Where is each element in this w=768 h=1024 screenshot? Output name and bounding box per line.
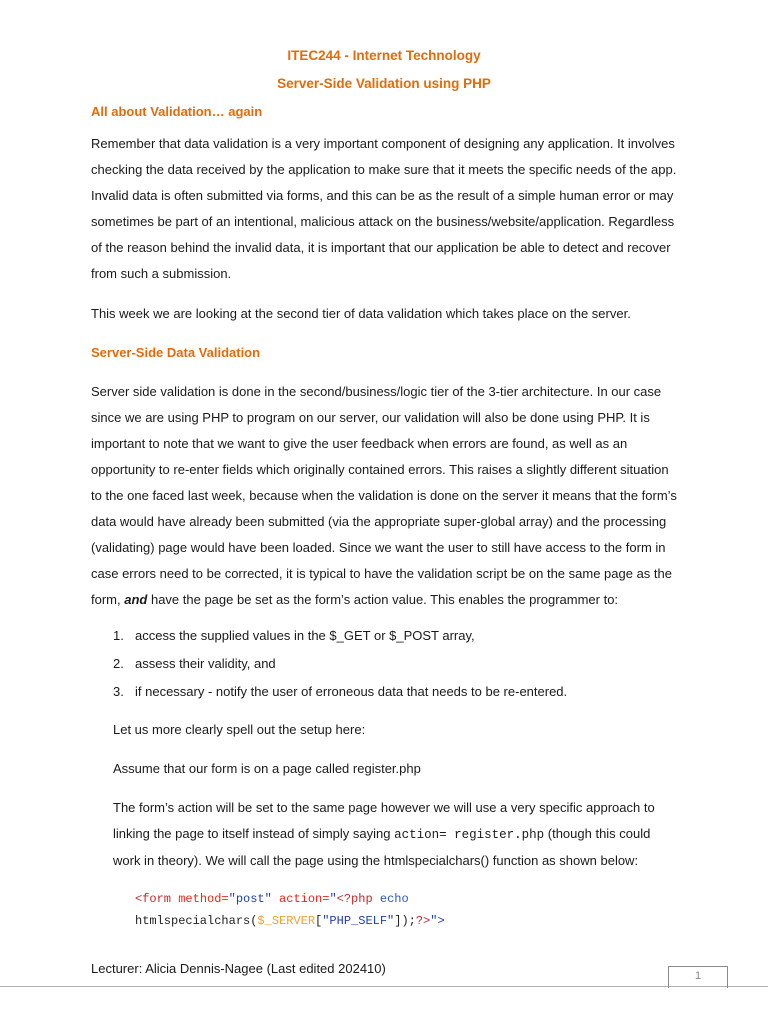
server-side-paragraph bbox=[91, 379, 681, 613]
steps-list bbox=[113, 627, 673, 711]
list-text: access the supplied values in the $_GET or $_POST array, bbox=[135, 628, 475, 643]
emphasis-and: and bbox=[124, 592, 148, 607]
footer-lecturer: Lecturer: Alicia Dennis-Nagee (Last edited 202410) bbox=[91, 961, 386, 976]
code-token: ?> bbox=[415, 914, 431, 928]
code-token: [ bbox=[315, 914, 323, 928]
code-token: ]); bbox=[394, 914, 416, 928]
code-token: $_SERVER bbox=[257, 914, 316, 928]
code-token: " bbox=[329, 892, 337, 906]
code-token: <?php bbox=[336, 892, 373, 906]
code-token: "PHP_SELF" bbox=[322, 914, 395, 928]
section-heading-server-side: Server-Side Data Validation bbox=[91, 345, 261, 360]
server-side-text-part1: Server side validation is done in the second/business/logic tier of the 3-tier architecture. In our case since we are using PHP to program on our server, our validation will also be done using PHP. It is important to note that we want to give the user feedback when errors are found, as well as an opportunity to re-enter fields which originally contained errors. This raises a slightly different situation to the one faced last week, because when the validation is done on the server it means that the form’s data would have already been submitted (via the appropriate super-global array) and the processing (validating) page would have been loaded. Since we want the user to still have access to the form in case errors need to be corrected, it is typical to have the validation script be on the same page as the form, bbox=[91, 384, 677, 607]
code-sample bbox=[135, 888, 680, 932]
section-heading-validation: All about Validation… again bbox=[91, 104, 263, 119]
inline-code-action: action= register.php bbox=[394, 828, 545, 842]
document-title: Server-Side Validation using PHP bbox=[277, 76, 491, 91]
action-paragraph bbox=[113, 795, 673, 874]
list-number: 3. bbox=[113, 684, 124, 699]
setup-paragraph: Let us more clearly spell out the setup here: bbox=[113, 722, 366, 737]
list-item bbox=[113, 683, 673, 711]
code-token: echo bbox=[372, 892, 409, 906]
list-text: if necessary - notify the user of erroneous data that needs to be re-entered. bbox=[135, 684, 568, 699]
server-side-text-part2: have the page be set as the form’s action value. This enables the programmer to: bbox=[147, 592, 619, 607]
code-token: htmlspecialchars( bbox=[135, 914, 258, 928]
code-token: <form bbox=[135, 892, 172, 906]
list-number: 1. bbox=[113, 628, 124, 643]
list-item bbox=[113, 655, 673, 683]
code-token: action= bbox=[271, 892, 330, 906]
list-text: assess their validity, and bbox=[135, 656, 276, 671]
second-tier-paragraph: This week we are looking at the second tier of data validation which takes place on the server. bbox=[91, 306, 631, 321]
course-title: ITEC244 - Internet Technology bbox=[287, 48, 481, 63]
code-token: method= bbox=[171, 892, 229, 906]
assume-paragraph: Assume that our form is on a page called register.php bbox=[113, 761, 421, 776]
page-number: 1 bbox=[694, 970, 702, 982]
action-text-part1: The form’s action will be set to the same page however we will use a very specific approach to linking the page to itself instead of simply saying bbox=[113, 800, 655, 841]
action-text-part2: (though this could work in theory). We will call the page using the htmlspecialchars() function as shown below: bbox=[113, 826, 651, 868]
code-token: "post" bbox=[228, 892, 272, 906]
list-number: 2. bbox=[113, 656, 124, 671]
code-token: "> bbox=[430, 914, 445, 928]
intro-paragraph: Remember that data validation is a very important component of designing any application. It involves checking the data received by the application to make sure that it meets the specific needs of the app. Invalid data is often submitted via forms, and this can be as the result of a simple human error or may sometimes be part of an intentional, malicious attack on the business/website/application. Regardless of the reason behind the invalid data, it is important that our application be able to detect and recover from such a submission. bbox=[91, 136, 677, 281]
footer-divider bbox=[0, 986, 768, 987]
list-item bbox=[113, 627, 673, 655]
